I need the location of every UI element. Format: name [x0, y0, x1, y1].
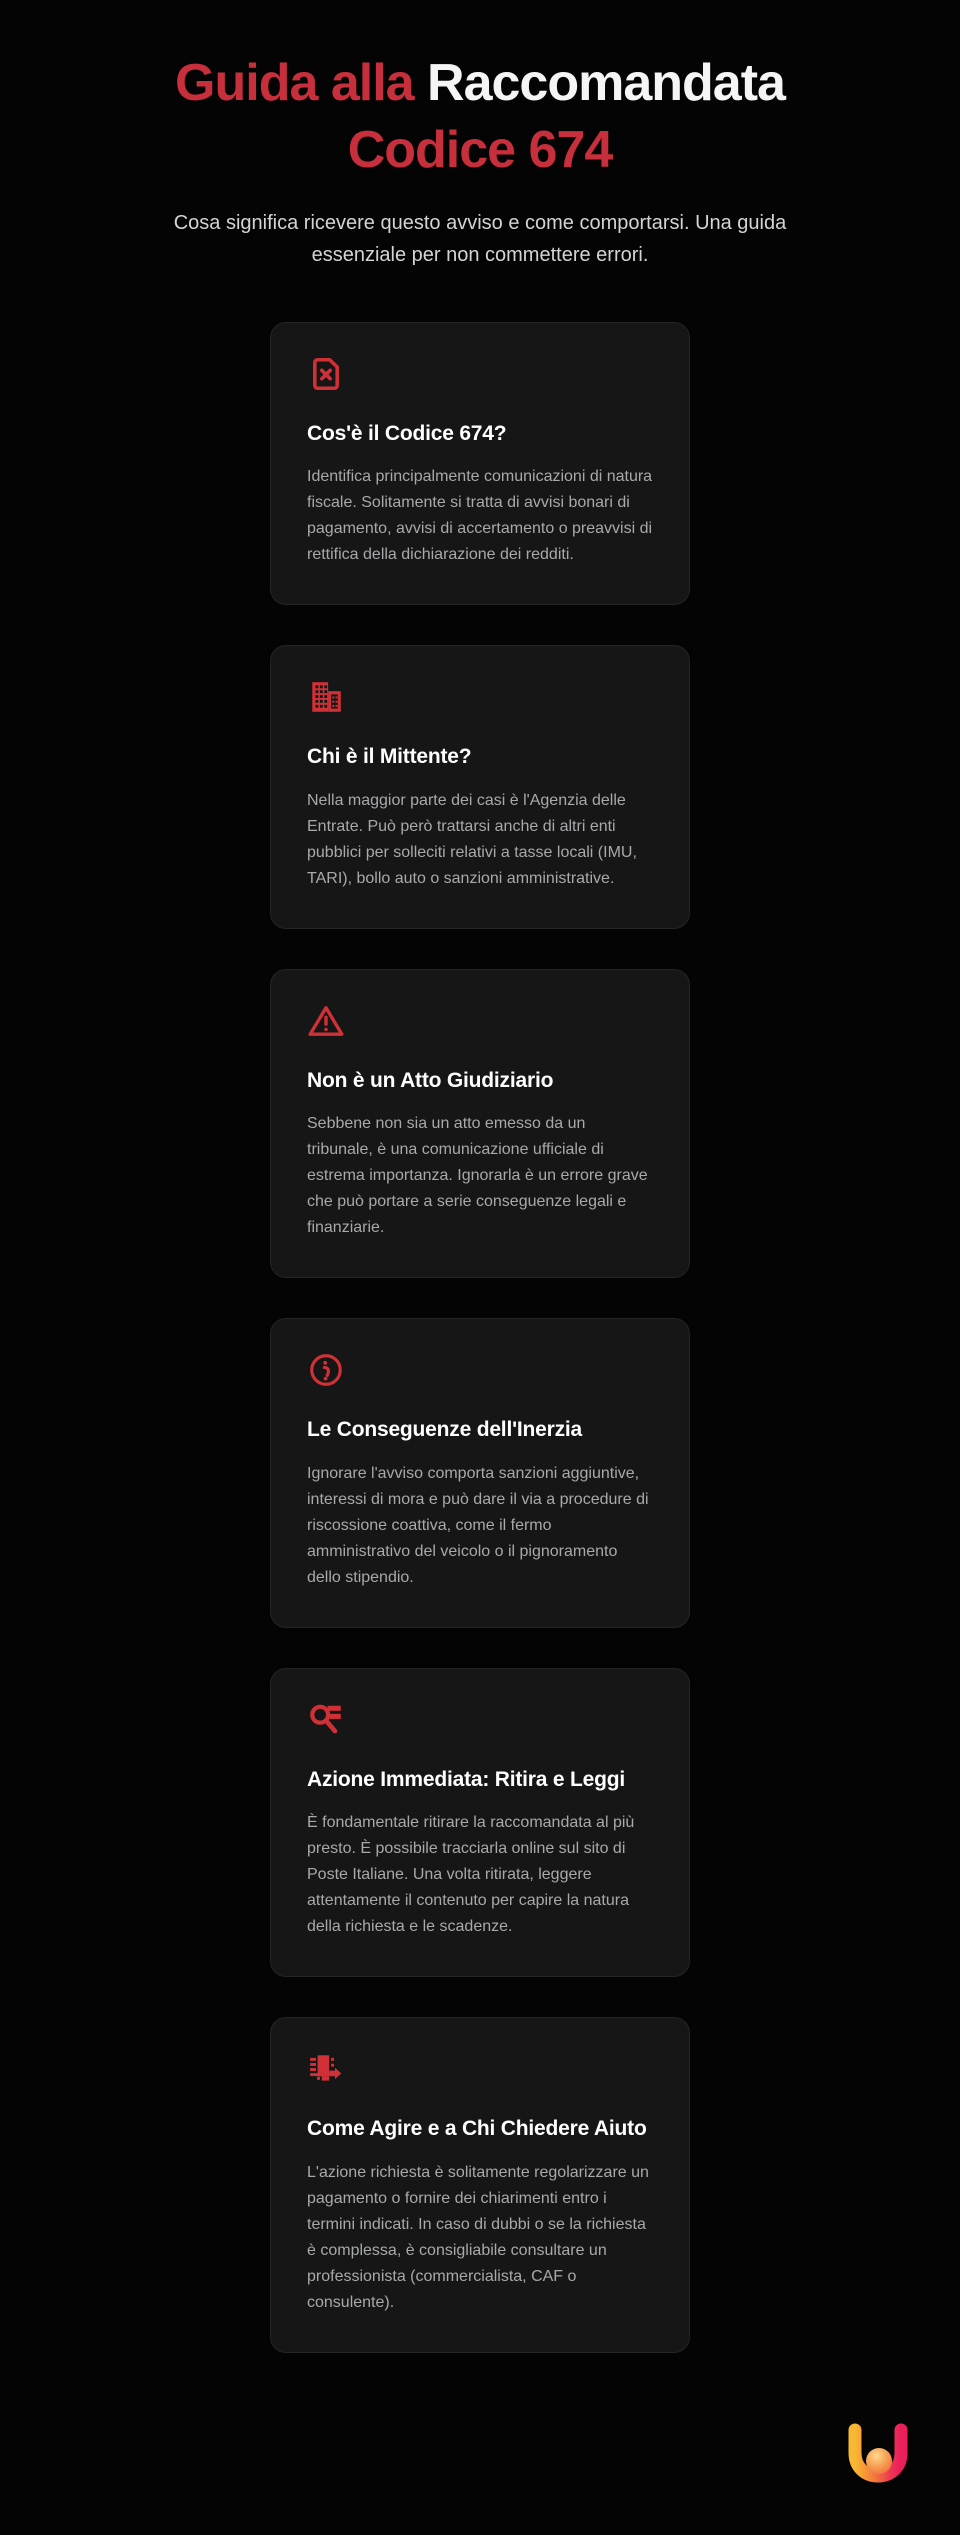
info-circle-icon [307, 1351, 345, 1389]
card-body: Ignorare l'avviso comporta sanzioni aggiuntive, interessi di mora e può dare il via a procedure di riscossione coattiva, come il fermo amministrativo del veicolo o il pignoramento dello stipendio. [307, 1464, 649, 1586]
card-title: Come Agire e a Chi Chiedere Aiuto [307, 2117, 647, 2141]
card-title: Azione Immediata: Ritira e Leggi [307, 1767, 625, 1791]
page-subtitle: Cosa significa ricevere questo avviso e come comportarsi. Una guida essenziale per non commettere errori. [173, 212, 787, 267]
page-title-white-part: Raccomandata [427, 54, 785, 112]
u-brand-logo[interactable] [845, 2421, 911, 2493]
card-mittente [270, 645, 690, 928]
building-icon [307, 678, 345, 716]
card-body: L'azione richiesta è solitamente regolarizzare un pagamento o fornire dei chiarimenti entro i termini indicati. In caso di dubbi o se la richiesta è complessa, è consigliabile consultare un professionista (commercialista, CAF o consulente). [307, 2163, 649, 2311]
card-come-agire [270, 2017, 690, 2352]
card-body: È fondamentale ritirare la raccomandata al più presto. È possibile tracciarla online sul sito di Poste Italiane. Una volta ritirata, leggere attentamente il contenuto per capire la natura della richiesta e le scadenze. [307, 1814, 635, 1936]
card-atto-giudiziario [270, 969, 690, 1278]
card-title: Le Conseguenze dell'Inerzia [307, 1418, 582, 1442]
card-title: Cos'è il Codice 674? [307, 421, 507, 445]
card-title: Non è un Atto Giudiziario [307, 1068, 554, 1092]
file-x-icon [307, 355, 345, 393]
card-title: Chi è il Mittente? [307, 745, 472, 769]
page-title [0, 50, 960, 183]
card-body: Sebbene non sia un atto emesso da un tribunale, è una comunicazione ufficiale di estrema importanza. Ignorarla è un errore grave che può portare a serie conseguenze legali e finanziarie. [307, 1115, 648, 1237]
page-title-red-part: Guida alla [175, 54, 414, 112]
page-header [0, 0, 960, 272]
card-codice-674 [270, 322, 690, 605]
card-ritira-leggi [270, 1668, 690, 1977]
card-body: Identifica principalmente comunicazioni di natura fiscale. Solitamente si tratta di avvisi bonari di pagamento, avvisi di accertamento o preavvisi di rettifica della dichiarazione dei redditi. [307, 468, 653, 564]
card-body: Nella maggior parte dei casi è l'Agenzia delle Entrate. Può però trattarsi anche di altri enti pubblici per solleciti relativi a tasse locali (IMU, TARI), bollo auto o sanzioni amministrative. [307, 791, 637, 887]
search-lines-icon [307, 1701, 345, 1739]
page-title-code: Codice 674 [347, 120, 613, 179]
alert-triangle-icon [307, 1002, 345, 1040]
card-conseguenze [270, 1318, 690, 1627]
card-list [270, 322, 690, 2353]
action-help-icon [307, 2050, 345, 2088]
